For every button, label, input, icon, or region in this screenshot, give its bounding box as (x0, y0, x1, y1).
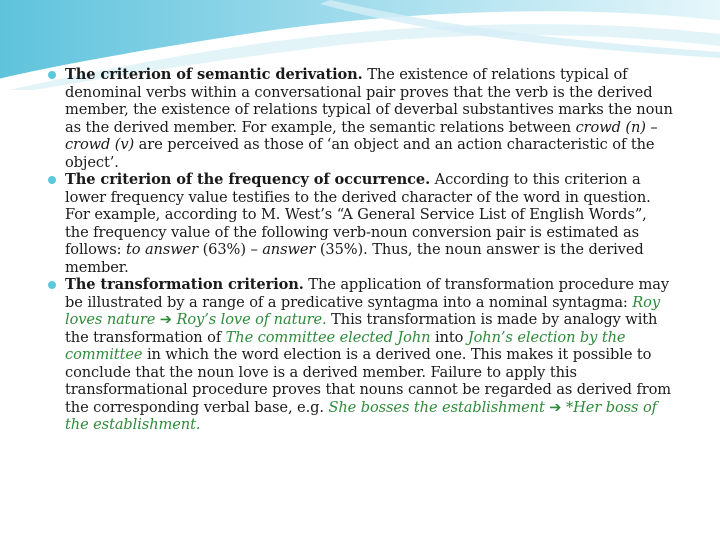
list-item: The transformation criterion. The application of transformation procedure may be illustrated by a range of a predicative syntagma into a nominal syntagma: Roy loves nature ➔ Roy’s love of nature. This transformation is made by analogy with the transformation of The committee elected John into John’s election by the committee in which the word election is a derived one. This makes it possible to conclude that the noun love is a derived member. Failure to apply this transformational procedure proves that nouns cannot be regarded as derived from the corresponding verbal base, e.g. She bosses the establishment ➔ *Her boss of the establishment. (46, 276, 674, 434)
item-heading: The criterion of semantic derivation. (65, 66, 363, 83)
example-text: Roy’s love of nature. (176, 311, 327, 328)
example-text: Roy loves nature (65, 293, 661, 328)
example-text: She bosses the establishment (328, 398, 545, 416)
item-heading: The criterion of the frequency of occurrence. (65, 171, 431, 188)
example-text: The committee elected John (225, 328, 431, 346)
example-text: crowd (n) – crowd (v) (65, 118, 658, 153)
example-text: to answer (125, 241, 199, 258)
bullet-icon (48, 176, 56, 184)
bullet-icon (48, 281, 56, 289)
example-text: John’s election by the committee (65, 328, 626, 363)
arrow-right-icon: ➔ (549, 398, 562, 416)
item-heading: The transformation criterion. (65, 276, 304, 293)
list-item: The criterion of the frequency of occurrence. According to this criterion a lower frequency value testifies to the derived character of the word in question. For example, according to M. West’s “A General Service List of English Words”, the frequency value of the following verb-noun conversion pair is estimated as follows: to answer (63%) – answer (35%). Thus, the noun answer is the derived member. (46, 171, 674, 276)
example-text: *Her boss of the establishment. (65, 398, 657, 433)
bullet-icon (48, 71, 56, 79)
list-item: The criterion of semantic derivation. The existence of relations typical of denominal verbs within a conversational pair proves that the verb is the derived member, the existence of relations typical of deverbal substantives marks the noun as the derived member. For example, the semantic relations between crowd (n) – crowd (v) are perceived as those of ‘an object and an action characteristic of the object’. (46, 66, 674, 171)
arrow-right-icon: ➔ (159, 311, 172, 328)
bullet-list (46, 66, 674, 434)
example-text: answer (262, 241, 316, 258)
